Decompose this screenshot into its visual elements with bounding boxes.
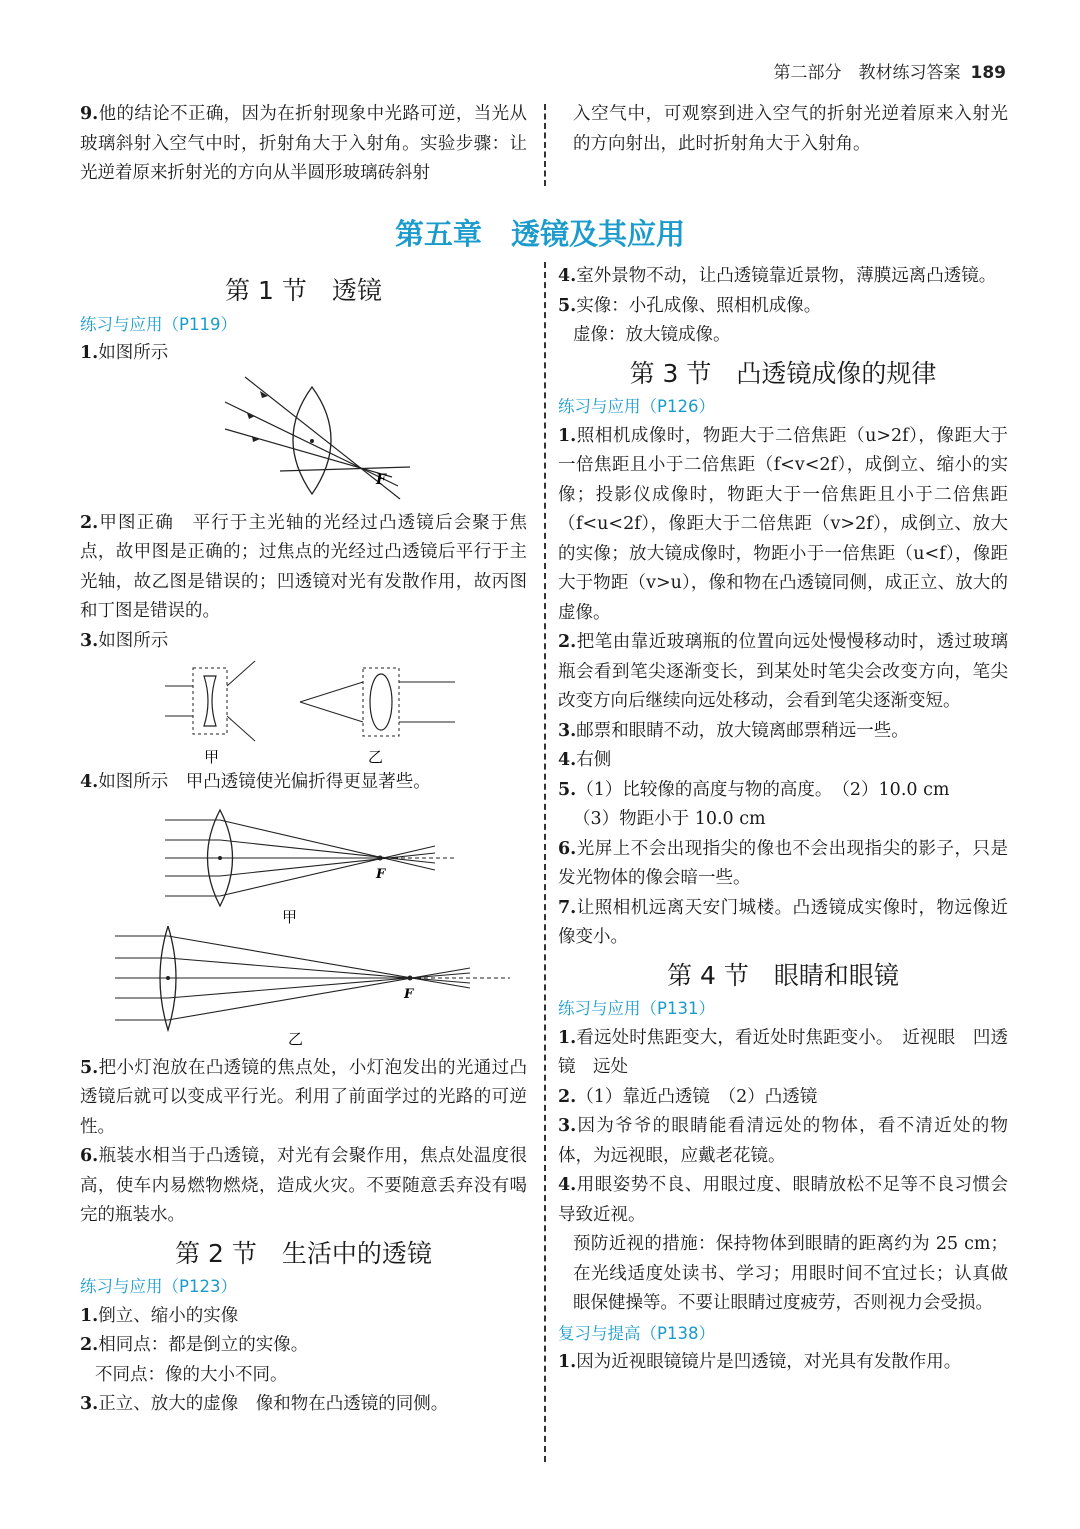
s4-q2: 2.（1）靠近凸透镜 （2）凸透镜	[558, 1086, 818, 1107]
header-title: 第二部分 教材练习答案	[773, 63, 961, 83]
review-label: 复习与提高（P138）	[558, 1323, 715, 1343]
s1-q4: 4.如图所示 甲凸透镜使光偏折得更显著些。	[80, 772, 431, 792]
section-3-label: 练习与应用（P126）	[558, 397, 715, 416]
s1-q2: 2.甲图正确 平行于主光轴的光经过凸透镜后会聚于焦点，故甲图是正确的；过焦点的光经过凸透镜后平行于主光轴，故乙图是错误的；凹透镜对光有发散作用，故丙图和丁图是错误的。	[80, 512, 527, 621]
chapter-title: 第五章 透镜及其应用	[394, 217, 685, 251]
column-divider-top	[544, 104, 546, 186]
s1-q5: 5.把小灯泡放在凸透镜的焦点处，小灯泡发出的光通过凸透镜后就可以变成平行光。利用了前面学过的光路的可逆性。	[80, 1057, 527, 1137]
review-q1: 1.因为近视眼镜镜片是凹透镜，对光具有发散作用。	[558, 1352, 962, 1372]
s3-q4: 4.右侧	[558, 750, 612, 770]
fig4b-focus: F	[404, 986, 414, 1002]
left-column	[80, 272, 527, 1420]
s3-q5b: （3）物距小于 10.0 cm	[573, 809, 766, 829]
s1-q3: 3.如图所示	[80, 630, 169, 651]
s1-q1: 1.如图所示	[80, 343, 169, 363]
column-divider	[544, 262, 546, 1462]
s2-q5b: 虚像：放大镜成像。	[573, 325, 731, 345]
top-left-block	[80, 100, 527, 189]
s3-q1: 1.照相机成像时，物距大于二倍焦距（u>2f），像距大于一倍焦距且小于二倍焦距（f<v<2f），成倒立、缩小的实像；投影仪成像时，物距大于一倍焦距且小于二倍焦距（f<u<2f），像距大于二倍焦距（v>2f），成倒立、放大的实像；放大镜成像时，物距小于一倍焦距（u<f），像距大于物距（v>u），像和物在凸透镜同侧，成正立、放大的虚像。	[558, 425, 1008, 623]
section-2-label: 练习与应用（P123）	[80, 1277, 237, 1296]
s3-q3: 3.邮票和眼睛不动，放大镜离邮票稍远一些。	[558, 720, 909, 741]
s2-q2b: 不同点：像的大小不同。	[95, 1364, 288, 1385]
section-1-title: 第 1 节 透镜	[225, 276, 382, 305]
figure-4a-convex-lens	[80, 798, 527, 926]
s1-q6: 6.瓶装水相当于凸透镜，对光有会聚作用，焦点处温度很高，使车内易燃物燃烧，造成火灾。不要随意丢弃没有喝完的瓶装水。	[80, 1146, 527, 1225]
fig4-caption-jia: 甲	[282, 907, 298, 926]
section-4-title: 第 4 节 眼睛和眼镜	[667, 960, 899, 990]
s4-q3: 3.因为爷爷的眼睛能看清远处的物体，看不清近处的物体，为远视眼，应戴老花镜。	[558, 1116, 1008, 1166]
s2-q1: 1.倒立、缩小的实像	[80, 1305, 239, 1326]
fig3-caption-jia: 甲	[204, 748, 220, 766]
item-9: 9.他的结论不正确，因为在折射现象中光路可逆，当光从玻璃斜射入空气中时，折射角大于入射角。实验步骤：让光逆着原来折射光的方向从半圆形玻璃砖斜射	[80, 104, 527, 183]
figure-1-lens-diagram	[80, 369, 527, 509]
page-number: 189	[970, 63, 1006, 83]
section-2-title: 第 2 节 生活中的透镜	[175, 1238, 432, 1268]
s3-q7: 7.让照相机远离天安门城楼。凸透镜成实像时，物远像近像变小。	[558, 897, 1008, 947]
s2-q2: 2.相同点：都是倒立的实像。	[80, 1335, 309, 1355]
s4-q4b: 预防近视的措施：保持物体到眼睛的距离约为 25 cm；在光线适度处读书、学习；用眼时间不宜过长；认真做眼保健操等。不要让眼睛过度疲劳，否则视力会受损。	[573, 1234, 1008, 1313]
page-header	[774, 58, 1007, 83]
section-1-label: 练习与应用（P119）	[80, 314, 237, 334]
figure-4b-convex-lens	[80, 926, 527, 1054]
right-column	[558, 262, 1008, 1378]
fig3-caption-yi: 乙	[368, 748, 384, 766]
section-4-label: 练习与应用（P131）	[558, 999, 715, 1018]
figure-3-lens-boxes	[80, 656, 527, 768]
s4-q4: 4.用眼姿势不良、用眼过度、眼睛放松不足等不良习惯会导致近视。	[558, 1175, 1008, 1225]
s3-q6: 6.光屏上不会出现指尖的像也不会出现指尖的影子，只是发光物体的像会暗一些。	[558, 838, 1008, 888]
item-9-cont: 入空气中，可观察到进入空气的折射光逆着原来入射光的方向射出，此时折射角大于入射角。	[573, 104, 1008, 154]
section-3-title: 第 3 节 凸透镜成像的规律	[629, 358, 937, 388]
top-right-block	[558, 100, 1008, 159]
s3-q5: 5.（1）比较像的高度与物的高度。 （2）10.0 cm	[558, 779, 950, 800]
s2-q5: 5.实像：小孔成像、照相机成像。	[558, 295, 822, 316]
s3-q2: 2.把笔由靠近玻璃瓶的位置向远处慢慢移动时，透过玻璃瓶会看到笔尖逐渐变长，到某处时笔尖会改变方向，笔尖改变方向后继续向远处移动，会看到笔尖逐渐变短。	[558, 632, 1008, 711]
s2-q4: 4.室外景物不动，让凸透镜靠近景物，薄膜远离凸透镜。	[558, 266, 997, 286]
s2-q3: 3.正立、放大的虚像 像和物在凸透镜的同侧。	[80, 1394, 449, 1414]
fig4a-focus: F	[376, 866, 386, 882]
s4-q1: 1.看远处时焦距变大，看近处时焦距变小。 近视眼 凹透镜 远处	[558, 1027, 1008, 1077]
focus-label: F	[376, 471, 386, 488]
fig4-caption-yi: 乙	[288, 1029, 304, 1048]
